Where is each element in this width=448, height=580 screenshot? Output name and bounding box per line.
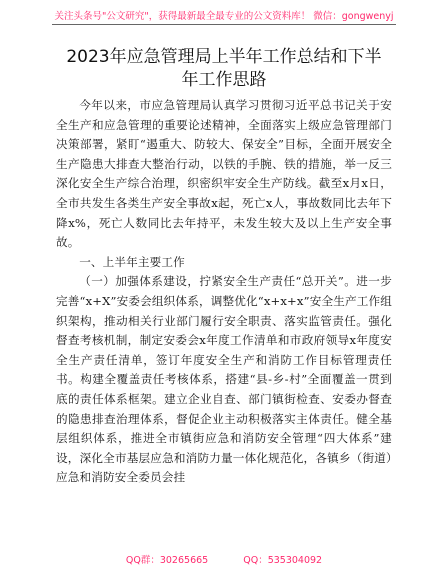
- qq-text: QQ：535304092: [243, 555, 323, 566]
- top-banner: 关注头条号"公文研究"，获得最新最全最专业的公文资料库！ 微信：gongwenyj: [54, 11, 394, 22]
- qq-group-text: QQ群：30265665: [125, 555, 209, 566]
- footer-contact: [0, 552, 448, 566]
- document-title: 2023年应急管理局上半年工作总结和下半年工作思路: [66, 47, 382, 90]
- header-divider: [52, 24, 396, 25]
- document-body: [56, 46, 392, 488]
- intro-paragraph: 今年以来，市应急管理局认真学习贯彻习近平总书记关于安全生产和应急管理的重要论述精神，全面落实上级应急管理部门决策部署，紧盯“遏重大、防较大、保安全”目标，全面开展安全生产隐患大排查大整治行动，以铁的手腕、铁的措施，举一反三深化安全生产综合治理，织密织牢安全生产防线。截至x月x日，全市共发生各类生产安全事故x起，死亡x人，事故数同比去年下降x%，死亡人数同比去年持平，未发生较大及以上生产安全事故。: [56, 98, 392, 250]
- body-paragraph: （一）加强体系建设，拧紧安全生产责任“总开关”。进一步完善“x+X”安委会组织体系，调整优化“x+x+x”安全生产工作组织架构，推动相关行业部门履行安全职责、落实监管责任。强化督查考核机制，制定安委会x年度工作清单和市政府领导x年度安全生产责任清单，签订年度安全生产和消防工作目标管理责任书。构建全覆盖责任考核体系，搭建“县-乡-村”全面覆盖一贯到底的责任体系框架。建立企业自查、部门镇街检查、安委办督查的隐患排查治理体系，督促企业主动积极落实主体责任。健全基层组织体系，推进全市镇街应急和消防安全管理“四大体系”建设，深化全市基层应急和消防力量一体化规范化，各镇乡（街道）应急和消防安全委员会挂: [56, 274, 392, 485]
- section-heading: 一、上半年主要工作: [79, 254, 185, 269]
